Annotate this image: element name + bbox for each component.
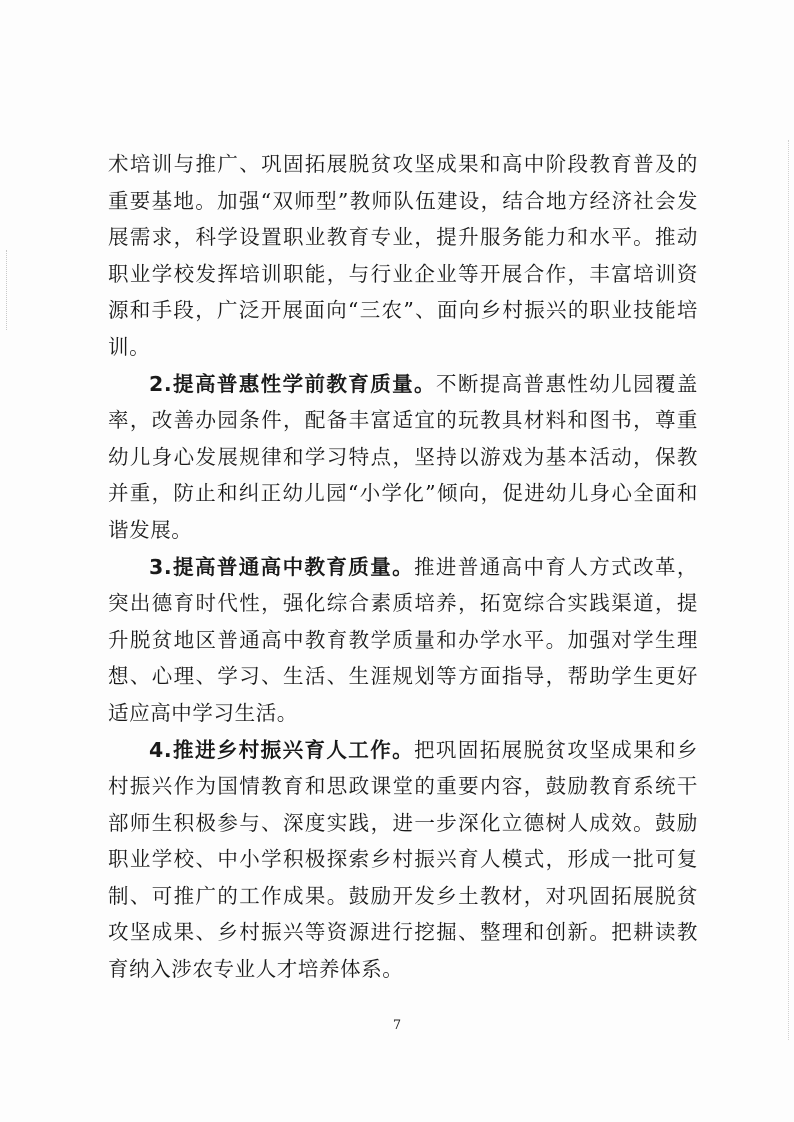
scan-edge-mark (788, 140, 790, 1040)
scan-edge-mark (6, 250, 8, 330)
document-body (108, 146, 698, 988)
section-heading: 4.推进乡村振兴育人工作。 (149, 737, 415, 762)
paragraph-text: 推进普通高中育人方式改革，突出德育时代性，强化综合素质培养，拓宽综合实践渠道，提升脱贫地区普通高中教育教学质量和办学水平。加强对学生理想、心理、学习、生活、生涯规划等方面指导，帮助学生更好适应高中学习生活。 (108, 554, 698, 725)
paragraph-item-4 (108, 732, 698, 988)
paragraph-item-3 (108, 549, 698, 732)
paragraph-text: 术培训与推广、巩固拓展脱贫攻坚成果和高中阶段教育普及的重要基地。加强“双师型”教师队伍建设，结合地方经济社会发展需求，科学设置职业教育专业，提升服务能力和水平。推动职业学校发挥培训职能，与行业企业等开展合作，丰富培训资源和手段，广泛开展面向“三农”、面向乡村振兴的职业技能培训。 (108, 152, 698, 359)
paragraph-item-2 (108, 366, 698, 549)
page-number: 7 (392, 1018, 402, 1033)
paragraph-text: 不断提高普惠性幼儿园覆盖率，改善办园条件，配备丰富适宜的玩教具材料和图书，尊重幼儿身心发展规律和学习特点，坚持以游戏为基本活动，保教并重，防止和纠正幼儿园“小学化”倾向，促进幼儿身心全面和谐发展。 (108, 371, 699, 542)
paragraph-continuation (108, 146, 698, 366)
section-heading: 2.提高普惠性学前教育质量。 (149, 371, 436, 396)
section-heading: 3.提高普通高中教育质量。 (149, 554, 415, 579)
paragraph-text: 把巩固拓展脱贫攻坚成果和乡村振兴作为国情教育和思政课堂的重要内容，鼓励教育系统干部师生积极参与、深度实践，进一步深化立德树人成效。鼓励职业学校、中小学积极探索乡村振兴育人模式，形成一批可复制、可推广的工作成果。鼓励开发乡土教材，对巩固拓展脱贫攻坚成果、乡村振兴等资源进行挖掘、整理和创新。把耕读教育纳入涉农专业人才培养体系。 (108, 737, 698, 982)
